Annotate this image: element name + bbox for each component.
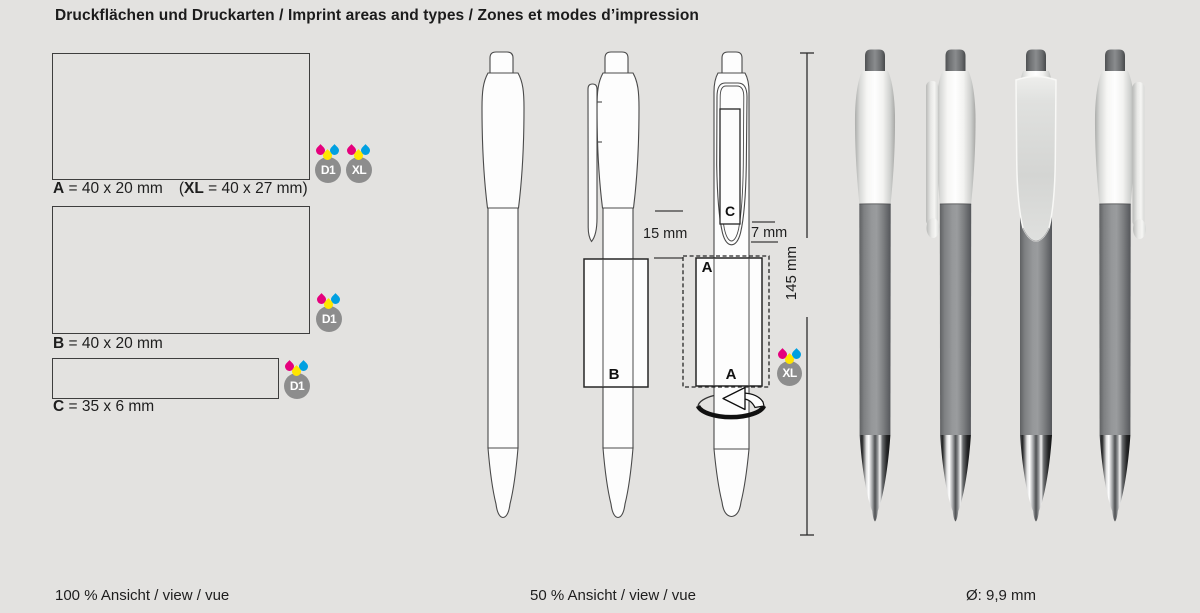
imprint-area-box-c [52, 358, 279, 399]
imprint-area-box-a [52, 53, 310, 180]
print-type-xl-label: XL [777, 361, 802, 386]
print-type-icon-d1-b [316, 294, 342, 332]
pen-clip [926, 81, 940, 238]
print-type-d1-label: D1 [315, 157, 341, 183]
zone-label-b: B [608, 366, 620, 383]
pen-product-views [840, 40, 1160, 540]
pen-photo-side-left [926, 50, 976, 522]
pen-photo-front [1016, 50, 1056, 522]
pen-clip-front [1016, 77, 1056, 242]
print-type-icon-d1-c [284, 361, 310, 399]
print-type-icon-xl-a [346, 145, 372, 183]
scale-note-50: 50 % Ansicht / view / vue [530, 587, 696, 604]
dimension-length-label: 145 mm [783, 246, 800, 301]
zone-label-a-bottom: A [725, 366, 737, 383]
imprint-area-label-a [53, 180, 308, 198]
area-letter-a: A [53, 180, 65, 197]
imprint-area-label-b [53, 335, 163, 353]
print-type-icon-d1-a [315, 145, 341, 183]
diameter-note: Ø: 9,9 mm [966, 587, 1037, 604]
scale-note-100: 100 % Ansicht / view / vue [55, 587, 230, 604]
area-letter-b: B [53, 335, 65, 352]
print-type-d1-label: D1 [284, 373, 310, 399]
area-size-xl: = 40 x 27 mm) [203, 180, 308, 197]
area-size-a: = 40 x 20 mm [64, 180, 163, 197]
print-type-icon-xl-diagram [777, 349, 803, 387]
pen-outline-side [482, 52, 524, 518]
area-size-c: = 35 x 6 mm [64, 398, 155, 415]
pen-photo-side-right [1095, 50, 1146, 522]
area-letter-xl: XL [184, 180, 204, 197]
zone-label-a-top: A [701, 259, 713, 276]
clip-outline [588, 84, 597, 242]
pen-technical-drawing [460, 40, 820, 540]
pen-photo-back [855, 50, 895, 522]
dimension-clip-label: 7 mm [751, 225, 788, 241]
print-type-xl-label: XL [346, 157, 372, 183]
imprint-area-box-b [52, 206, 310, 334]
imprint-area-label-c [53, 398, 154, 416]
page-title: Druckflächen und Druckarten / Imprint areas and types / Zones et modes d’impression [55, 7, 699, 24]
print-type-d1-label: D1 [316, 306, 342, 332]
length-dimension-line [800, 53, 814, 535]
dimension-offset-label: 15 mm [643, 226, 688, 242]
zone-label-c: C [724, 203, 736, 219]
pen-clip [1133, 82, 1147, 239]
area-size-b: = 40 x 20 mm [64, 335, 163, 352]
area-xl-open: ( [178, 180, 185, 197]
area-letter-c: C [53, 398, 65, 415]
